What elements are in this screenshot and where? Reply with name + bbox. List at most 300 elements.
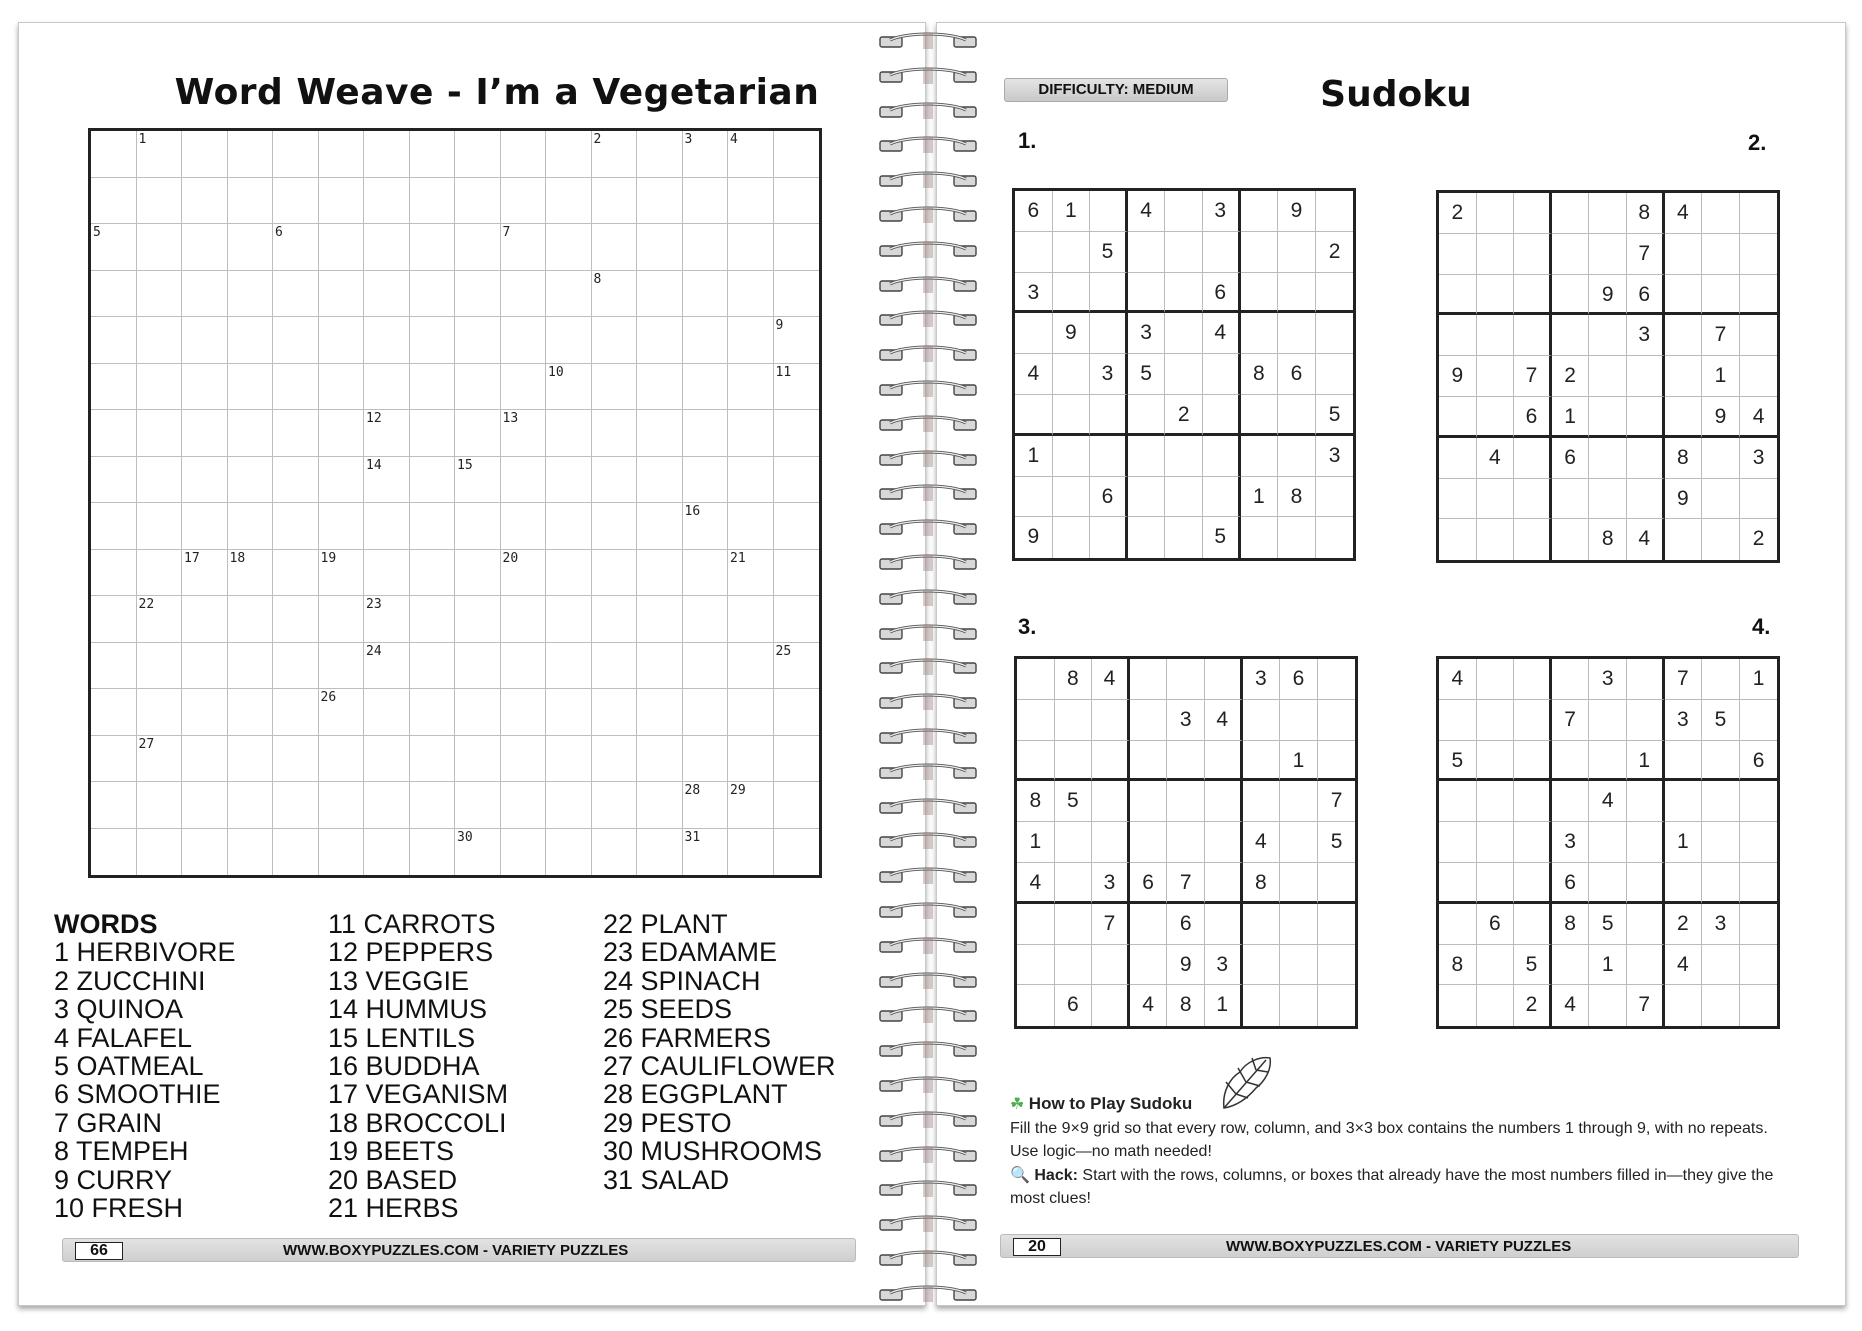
crossword-cell[interactable]	[228, 178, 274, 225]
sudoku-cell[interactable]	[1203, 354, 1241, 395]
crossword-cell[interactable]	[228, 782, 274, 829]
sudoku-cell[interactable]	[1241, 232, 1279, 273]
crossword-cell[interactable]	[774, 596, 820, 643]
sudoku-cell[interactable]	[1205, 863, 1243, 904]
crossword-cell[interactable]	[91, 596, 137, 643]
crossword-cell[interactable]	[683, 736, 729, 783]
sudoku-cell[interactable]	[1477, 822, 1515, 863]
sudoku-cell[interactable]	[1092, 741, 1130, 782]
crossword-cell[interactable]	[728, 596, 774, 643]
sudoku-cell[interactable]	[1477, 863, 1515, 904]
sudoku-cell[interactable]	[1514, 234, 1552, 275]
crossword-cell[interactable]	[91, 271, 137, 318]
crossword-cell[interactable]	[592, 550, 638, 597]
sudoku-cell[interactable]: 3	[1589, 659, 1627, 700]
crossword-cell[interactable]	[501, 178, 547, 225]
sudoku-cell[interactable]	[1702, 741, 1740, 782]
sudoku-cell[interactable]	[1627, 438, 1665, 479]
crossword-cell[interactable]	[91, 782, 137, 829]
sudoku-cell[interactable]	[1552, 479, 1590, 520]
sudoku-cell[interactable]: 4	[1665, 945, 1703, 986]
sudoku-cell[interactable]: 5	[1514, 945, 1552, 986]
crossword-cell[interactable]	[228, 410, 274, 457]
sudoku-cell[interactable]	[1090, 191, 1128, 232]
sudoku-grid-4[interactable]	[1436, 656, 1780, 1029]
sudoku-cell[interactable]: 1	[1280, 741, 1318, 782]
crossword-cell[interactable]	[273, 457, 319, 504]
crossword-cell[interactable]	[182, 782, 228, 829]
sudoku-cell[interactable]	[1092, 781, 1130, 822]
sudoku-cell[interactable]	[1055, 863, 1093, 904]
sudoku-cell[interactable]	[1702, 945, 1740, 986]
crossword-cell[interactable]	[137, 131, 183, 178]
sudoku-cell[interactable]	[1740, 193, 1778, 234]
sudoku-cell[interactable]: 4	[1015, 354, 1053, 395]
crossword-cell[interactable]	[546, 689, 592, 736]
sudoku-cell[interactable]	[1316, 354, 1354, 395]
crossword-cell[interactable]	[137, 271, 183, 318]
sudoku-cell[interactable]	[1278, 232, 1316, 273]
crossword-cell[interactable]	[273, 689, 319, 736]
sudoku-cell[interactable]	[1702, 479, 1740, 520]
sudoku-cell[interactable]	[1477, 781, 1515, 822]
sudoku-cell[interactable]	[1280, 945, 1318, 986]
crossword-cell[interactable]	[273, 829, 319, 876]
sudoku-cell[interactable]: 3	[1552, 822, 1590, 863]
crossword-cell[interactable]	[501, 550, 547, 597]
crossword-cell[interactable]	[592, 829, 638, 876]
sudoku-cell[interactable]	[1130, 659, 1168, 700]
crossword-cell[interactable]	[774, 271, 820, 318]
sudoku-cell[interactable]	[1627, 659, 1665, 700]
crossword-cell[interactable]	[637, 550, 683, 597]
crossword-cell[interactable]	[683, 178, 729, 225]
crossword-cell[interactable]	[592, 643, 638, 690]
sudoku-grid-1[interactable]	[1012, 188, 1356, 561]
sudoku-cell[interactable]: 7	[1627, 985, 1665, 1026]
sudoku-cell[interactable]: 4	[1092, 659, 1130, 700]
sudoku-cell[interactable]	[1241, 273, 1279, 314]
sudoku-cell[interactable]	[1130, 945, 1168, 986]
sudoku-cell[interactable]: 3	[1205, 945, 1243, 986]
crossword-cell[interactable]	[455, 503, 501, 550]
sudoku-cell[interactable]	[1243, 904, 1281, 945]
crossword-cell[interactable]	[228, 457, 274, 504]
sudoku-cell[interactable]	[1702, 863, 1740, 904]
sudoku-cell[interactable]	[1514, 781, 1552, 822]
sudoku-cell[interactable]	[1627, 700, 1665, 741]
sudoku-cell[interactable]	[1130, 700, 1168, 741]
sudoku-cell[interactable]	[1740, 985, 1778, 1026]
sudoku-cell[interactable]	[1318, 945, 1356, 986]
sudoku-cell[interactable]: 7	[1552, 700, 1590, 741]
sudoku-cell[interactable]	[1316, 273, 1354, 314]
crossword-cell[interactable]	[137, 550, 183, 597]
crossword-cell[interactable]	[546, 271, 592, 318]
crossword-cell[interactable]	[728, 131, 774, 178]
sudoku-cell[interactable]: 6	[1552, 863, 1590, 904]
sudoku-cell[interactable]	[1203, 477, 1241, 518]
sudoku-cell[interactable]	[1477, 659, 1515, 700]
sudoku-cell[interactable]	[1439, 863, 1477, 904]
sudoku-cell[interactable]	[1552, 659, 1590, 700]
crossword-cell[interactable]	[228, 596, 274, 643]
crossword-cell[interactable]	[137, 317, 183, 364]
sudoku-cell[interactable]	[1477, 275, 1515, 316]
crossword-cell[interactable]	[501, 364, 547, 411]
crossword-cell[interactable]	[364, 410, 410, 457]
sudoku-cell[interactable]: 6	[1740, 741, 1778, 782]
sudoku-cell[interactable]: 6	[1055, 985, 1093, 1026]
crossword-cell[interactable]	[182, 829, 228, 876]
sudoku-cell[interactable]	[1514, 479, 1552, 520]
crossword-cell[interactable]	[319, 782, 365, 829]
crossword-cell[interactable]	[592, 178, 638, 225]
sudoku-cell[interactable]: 1	[1589, 945, 1627, 986]
sudoku-cell[interactable]: 2	[1165, 395, 1203, 436]
sudoku-cell[interactable]	[1702, 234, 1740, 275]
crossword-cell[interactable]	[774, 736, 820, 783]
sudoku-cell[interactable]: 8	[1167, 985, 1205, 1026]
crossword-cell[interactable]	[728, 271, 774, 318]
sudoku-cell[interactable]	[1477, 479, 1515, 520]
sudoku-cell[interactable]: 4	[1243, 822, 1281, 863]
sudoku-cell[interactable]	[1053, 517, 1091, 558]
sudoku-cell[interactable]	[1477, 700, 1515, 741]
crossword-cell[interactable]	[364, 503, 410, 550]
crossword-cell[interactable]	[273, 736, 319, 783]
sudoku-cell[interactable]	[1243, 945, 1281, 986]
sudoku-cell[interactable]: 4	[1205, 700, 1243, 741]
sudoku-cell[interactable]	[1665, 234, 1703, 275]
sudoku-cell[interactable]	[1702, 822, 1740, 863]
sudoku-cell[interactable]: 2	[1665, 904, 1703, 945]
crossword-cell[interactable]	[137, 224, 183, 271]
sudoku-cell[interactable]	[1316, 517, 1354, 558]
sudoku-cell[interactable]: 3	[1167, 700, 1205, 741]
crossword-cell[interactable]	[683, 271, 729, 318]
crossword-cell[interactable]	[273, 364, 319, 411]
crossword-cell[interactable]	[410, 689, 456, 736]
sudoku-cell[interactable]	[1165, 313, 1203, 354]
crossword-grid[interactable]	[88, 128, 822, 878]
crossword-cell[interactable]	[683, 503, 729, 550]
crossword-cell[interactable]	[91, 643, 137, 690]
sudoku-cell[interactable]: 8	[1589, 519, 1627, 560]
crossword-cell[interactable]	[273, 178, 319, 225]
crossword-cell[interactable]	[273, 410, 319, 457]
crossword-cell[interactable]	[637, 643, 683, 690]
crossword-cell[interactable]	[182, 643, 228, 690]
sudoku-cell[interactable]	[1130, 904, 1168, 945]
sudoku-cell[interactable]	[1017, 904, 1055, 945]
crossword-cell[interactable]	[182, 224, 228, 271]
crossword-cell[interactable]	[319, 317, 365, 364]
crossword-cell[interactable]	[637, 457, 683, 504]
sudoku-cell[interactable]	[1477, 397, 1515, 438]
sudoku-cell[interactable]	[1280, 863, 1318, 904]
sudoku-cell[interactable]	[1280, 904, 1318, 945]
sudoku-cell[interactable]: 6	[1278, 354, 1316, 395]
crossword-cell[interactable]	[728, 364, 774, 411]
crossword-cell[interactable]	[182, 550, 228, 597]
sudoku-cell[interactable]: 1	[1205, 985, 1243, 1026]
sudoku-cell[interactable]: 4	[1552, 985, 1590, 1026]
crossword-cell[interactable]	[501, 782, 547, 829]
crossword-cell[interactable]	[319, 829, 365, 876]
sudoku-cell[interactable]: 8	[1017, 781, 1055, 822]
crossword-cell[interactable]	[364, 364, 410, 411]
sudoku-cell[interactable]	[1243, 741, 1281, 782]
sudoku-cell[interactable]	[1477, 234, 1515, 275]
crossword-cell[interactable]	[410, 317, 456, 364]
crossword-cell[interactable]	[182, 410, 228, 457]
crossword-cell[interactable]	[319, 271, 365, 318]
crossword-cell[interactable]	[637, 410, 683, 457]
sudoku-cell[interactable]: 8	[1241, 354, 1279, 395]
sudoku-cell[interactable]	[1167, 659, 1205, 700]
crossword-cell[interactable]	[182, 736, 228, 783]
sudoku-cell[interactable]: 9	[1702, 397, 1740, 438]
sudoku-cell[interactable]	[1552, 193, 1590, 234]
sudoku-cell[interactable]	[1128, 436, 1166, 477]
sudoku-cell[interactable]	[1552, 275, 1590, 316]
crossword-cell[interactable]	[137, 782, 183, 829]
sudoku-cell[interactable]	[1627, 781, 1665, 822]
crossword-cell[interactable]	[91, 736, 137, 783]
crossword-cell[interactable]	[592, 736, 638, 783]
crossword-cell[interactable]	[319, 596, 365, 643]
crossword-cell[interactable]	[637, 782, 683, 829]
crossword-cell[interactable]	[228, 131, 274, 178]
crossword-cell[interactable]	[455, 364, 501, 411]
crossword-cell[interactable]	[228, 503, 274, 550]
crossword-cell[interactable]	[364, 178, 410, 225]
crossword-cell[interactable]	[546, 596, 592, 643]
crossword-cell[interactable]	[319, 643, 365, 690]
sudoku-cell[interactable]	[1439, 479, 1477, 520]
crossword-cell[interactable]	[273, 131, 319, 178]
sudoku-cell[interactable]	[1439, 822, 1477, 863]
crossword-cell[interactable]	[410, 271, 456, 318]
crossword-cell[interactable]	[774, 364, 820, 411]
crossword-cell[interactable]	[683, 550, 729, 597]
crossword-cell[interactable]	[319, 550, 365, 597]
sudoku-cell[interactable]: 4	[1665, 193, 1703, 234]
sudoku-cell[interactable]: 3	[1740, 438, 1778, 479]
sudoku-cell[interactable]	[1241, 436, 1279, 477]
crossword-cell[interactable]	[364, 457, 410, 504]
sudoku-cell[interactable]	[1128, 477, 1166, 518]
sudoku-cell[interactable]: 2	[1514, 985, 1552, 1026]
crossword-cell[interactable]	[364, 224, 410, 271]
sudoku-cell[interactable]	[1017, 985, 1055, 1026]
sudoku-cell[interactable]	[1514, 822, 1552, 863]
crossword-cell[interactable]	[228, 643, 274, 690]
crossword-cell[interactable]	[592, 503, 638, 550]
sudoku-cell[interactable]	[1318, 904, 1356, 945]
sudoku-cell[interactable]	[1514, 863, 1552, 904]
sudoku-cell[interactable]: 1	[1552, 397, 1590, 438]
sudoku-cell[interactable]: 2	[1439, 193, 1477, 234]
sudoku-cell[interactable]: 4	[1439, 659, 1477, 700]
crossword-cell[interactable]	[728, 410, 774, 457]
crossword-cell[interactable]	[319, 457, 365, 504]
crossword-cell[interactable]	[683, 689, 729, 736]
sudoku-cell[interactable]	[1316, 477, 1354, 518]
crossword-cell[interactable]	[228, 550, 274, 597]
crossword-cell[interactable]	[364, 550, 410, 597]
crossword-cell[interactable]	[364, 736, 410, 783]
sudoku-cell[interactable]	[1589, 234, 1627, 275]
sudoku-cell[interactable]	[1090, 517, 1128, 558]
crossword-cell[interactable]	[228, 271, 274, 318]
sudoku-cell[interactable]	[1092, 822, 1130, 863]
crossword-cell[interactable]	[728, 550, 774, 597]
sudoku-cell[interactable]	[1477, 741, 1515, 782]
sudoku-cell[interactable]	[1665, 275, 1703, 316]
sudoku-cell[interactable]	[1092, 700, 1130, 741]
sudoku-cell[interactable]	[1090, 395, 1128, 436]
crossword-cell[interactable]	[546, 410, 592, 457]
crossword-cell[interactable]	[91, 224, 137, 271]
crossword-cell[interactable]	[683, 364, 729, 411]
crossword-cell[interactable]	[501, 131, 547, 178]
crossword-cell[interactable]	[182, 689, 228, 736]
sudoku-cell[interactable]	[1053, 273, 1091, 314]
crossword-cell[interactable]	[455, 178, 501, 225]
crossword-cell[interactable]	[228, 736, 274, 783]
crossword-cell[interactable]	[228, 829, 274, 876]
crossword-cell[interactable]	[182, 271, 228, 318]
sudoku-cell[interactable]	[1439, 275, 1477, 316]
sudoku-cell[interactable]	[1665, 741, 1703, 782]
sudoku-cell[interactable]	[1702, 193, 1740, 234]
sudoku-cell[interactable]	[1278, 436, 1316, 477]
crossword-cell[interactable]	[637, 131, 683, 178]
sudoku-cell[interactable]	[1318, 741, 1356, 782]
crossword-cell[interactable]	[137, 410, 183, 457]
crossword-cell[interactable]	[182, 364, 228, 411]
sudoku-cell[interactable]: 4	[1130, 985, 1168, 1026]
crossword-cell[interactable]	[774, 643, 820, 690]
sudoku-cell[interactable]: 6	[1552, 438, 1590, 479]
sudoku-cell[interactable]	[1589, 822, 1627, 863]
sudoku-cell[interactable]: 4	[1477, 438, 1515, 479]
sudoku-cell[interactable]	[1589, 863, 1627, 904]
sudoku-cell[interactable]	[1015, 232, 1053, 273]
sudoku-cell[interactable]	[1017, 700, 1055, 741]
crossword-cell[interactable]	[91, 503, 137, 550]
crossword-cell[interactable]	[273, 503, 319, 550]
sudoku-cell[interactable]	[1090, 313, 1128, 354]
crossword-cell[interactable]	[728, 689, 774, 736]
sudoku-cell[interactable]: 4	[1203, 313, 1241, 354]
sudoku-cell[interactable]	[1552, 315, 1590, 356]
crossword-cell[interactable]	[592, 364, 638, 411]
sudoku-cell[interactable]	[1090, 273, 1128, 314]
sudoku-cell[interactable]: 1	[1241, 477, 1279, 518]
crossword-cell[interactable]	[319, 736, 365, 783]
sudoku-cell[interactable]	[1241, 517, 1279, 558]
crossword-cell[interactable]	[364, 596, 410, 643]
crossword-cell[interactable]	[728, 503, 774, 550]
crossword-cell[interactable]	[501, 736, 547, 783]
sudoku-cell[interactable]: 3	[1702, 904, 1740, 945]
sudoku-cell[interactable]	[1055, 945, 1093, 986]
sudoku-cell[interactable]	[1439, 700, 1477, 741]
sudoku-cell[interactable]	[1740, 315, 1778, 356]
sudoku-cell[interactable]	[1740, 479, 1778, 520]
crossword-cell[interactable]	[410, 131, 456, 178]
sudoku-cell[interactable]: 8	[1055, 659, 1093, 700]
sudoku-cell[interactable]: 1	[1015, 436, 1053, 477]
sudoku-grid-2[interactable]	[1436, 190, 1780, 563]
sudoku-cell[interactable]	[1203, 232, 1241, 273]
crossword-cell[interactable]	[546, 178, 592, 225]
crossword-cell[interactable]	[637, 596, 683, 643]
sudoku-cell[interactable]	[1090, 436, 1128, 477]
sudoku-cell[interactable]: 9	[1589, 275, 1627, 316]
sudoku-cell[interactable]	[1552, 234, 1590, 275]
crossword-cell[interactable]	[501, 689, 547, 736]
sudoku-cell[interactable]	[1514, 438, 1552, 479]
sudoku-cell[interactable]: 6	[1130, 863, 1168, 904]
sudoku-cell[interactable]	[1128, 395, 1166, 436]
crossword-cell[interactable]	[455, 317, 501, 364]
crossword-cell[interactable]	[91, 457, 137, 504]
crossword-cell[interactable]	[774, 689, 820, 736]
crossword-cell[interactable]	[546, 550, 592, 597]
sudoku-cell[interactable]: 9	[1167, 945, 1205, 986]
sudoku-cell[interactable]	[1053, 477, 1091, 518]
sudoku-cell[interactable]	[1665, 863, 1703, 904]
sudoku-cell[interactable]	[1280, 822, 1318, 863]
crossword-cell[interactable]	[228, 364, 274, 411]
sudoku-cell[interactable]	[1316, 313, 1354, 354]
crossword-cell[interactable]	[774, 178, 820, 225]
sudoku-cell[interactable]	[1017, 741, 1055, 782]
sudoku-cell[interactable]: 3	[1203, 191, 1241, 232]
crossword-cell[interactable]	[774, 131, 820, 178]
crossword-cell[interactable]	[728, 643, 774, 690]
sudoku-cell[interactable]: 5	[1318, 822, 1356, 863]
sudoku-cell[interactable]	[1589, 315, 1627, 356]
sudoku-cell[interactable]	[1740, 275, 1778, 316]
sudoku-cell[interactable]	[1318, 985, 1356, 1026]
sudoku-cell[interactable]	[1017, 659, 1055, 700]
sudoku-cell[interactable]	[1740, 904, 1778, 945]
crossword-cell[interactable]	[410, 596, 456, 643]
sudoku-cell[interactable]	[1477, 945, 1515, 986]
crossword-cell[interactable]	[455, 224, 501, 271]
crossword-cell[interactable]	[273, 596, 319, 643]
crossword-cell[interactable]	[455, 550, 501, 597]
sudoku-cell[interactable]	[1665, 985, 1703, 1026]
sudoku-cell[interactable]	[1203, 436, 1241, 477]
sudoku-cell[interactable]: 6	[1090, 477, 1128, 518]
crossword-cell[interactable]	[455, 596, 501, 643]
crossword-cell[interactable]	[637, 271, 683, 318]
crossword-cell[interactable]	[273, 643, 319, 690]
crossword-cell[interactable]	[228, 224, 274, 271]
sudoku-cell[interactable]	[1665, 315, 1703, 356]
crossword-cell[interactable]	[592, 224, 638, 271]
sudoku-cell[interactable]: 2	[1552, 356, 1590, 397]
crossword-cell[interactable]	[501, 596, 547, 643]
sudoku-cell[interactable]: 5	[1055, 781, 1093, 822]
sudoku-cell[interactable]	[1241, 313, 1279, 354]
